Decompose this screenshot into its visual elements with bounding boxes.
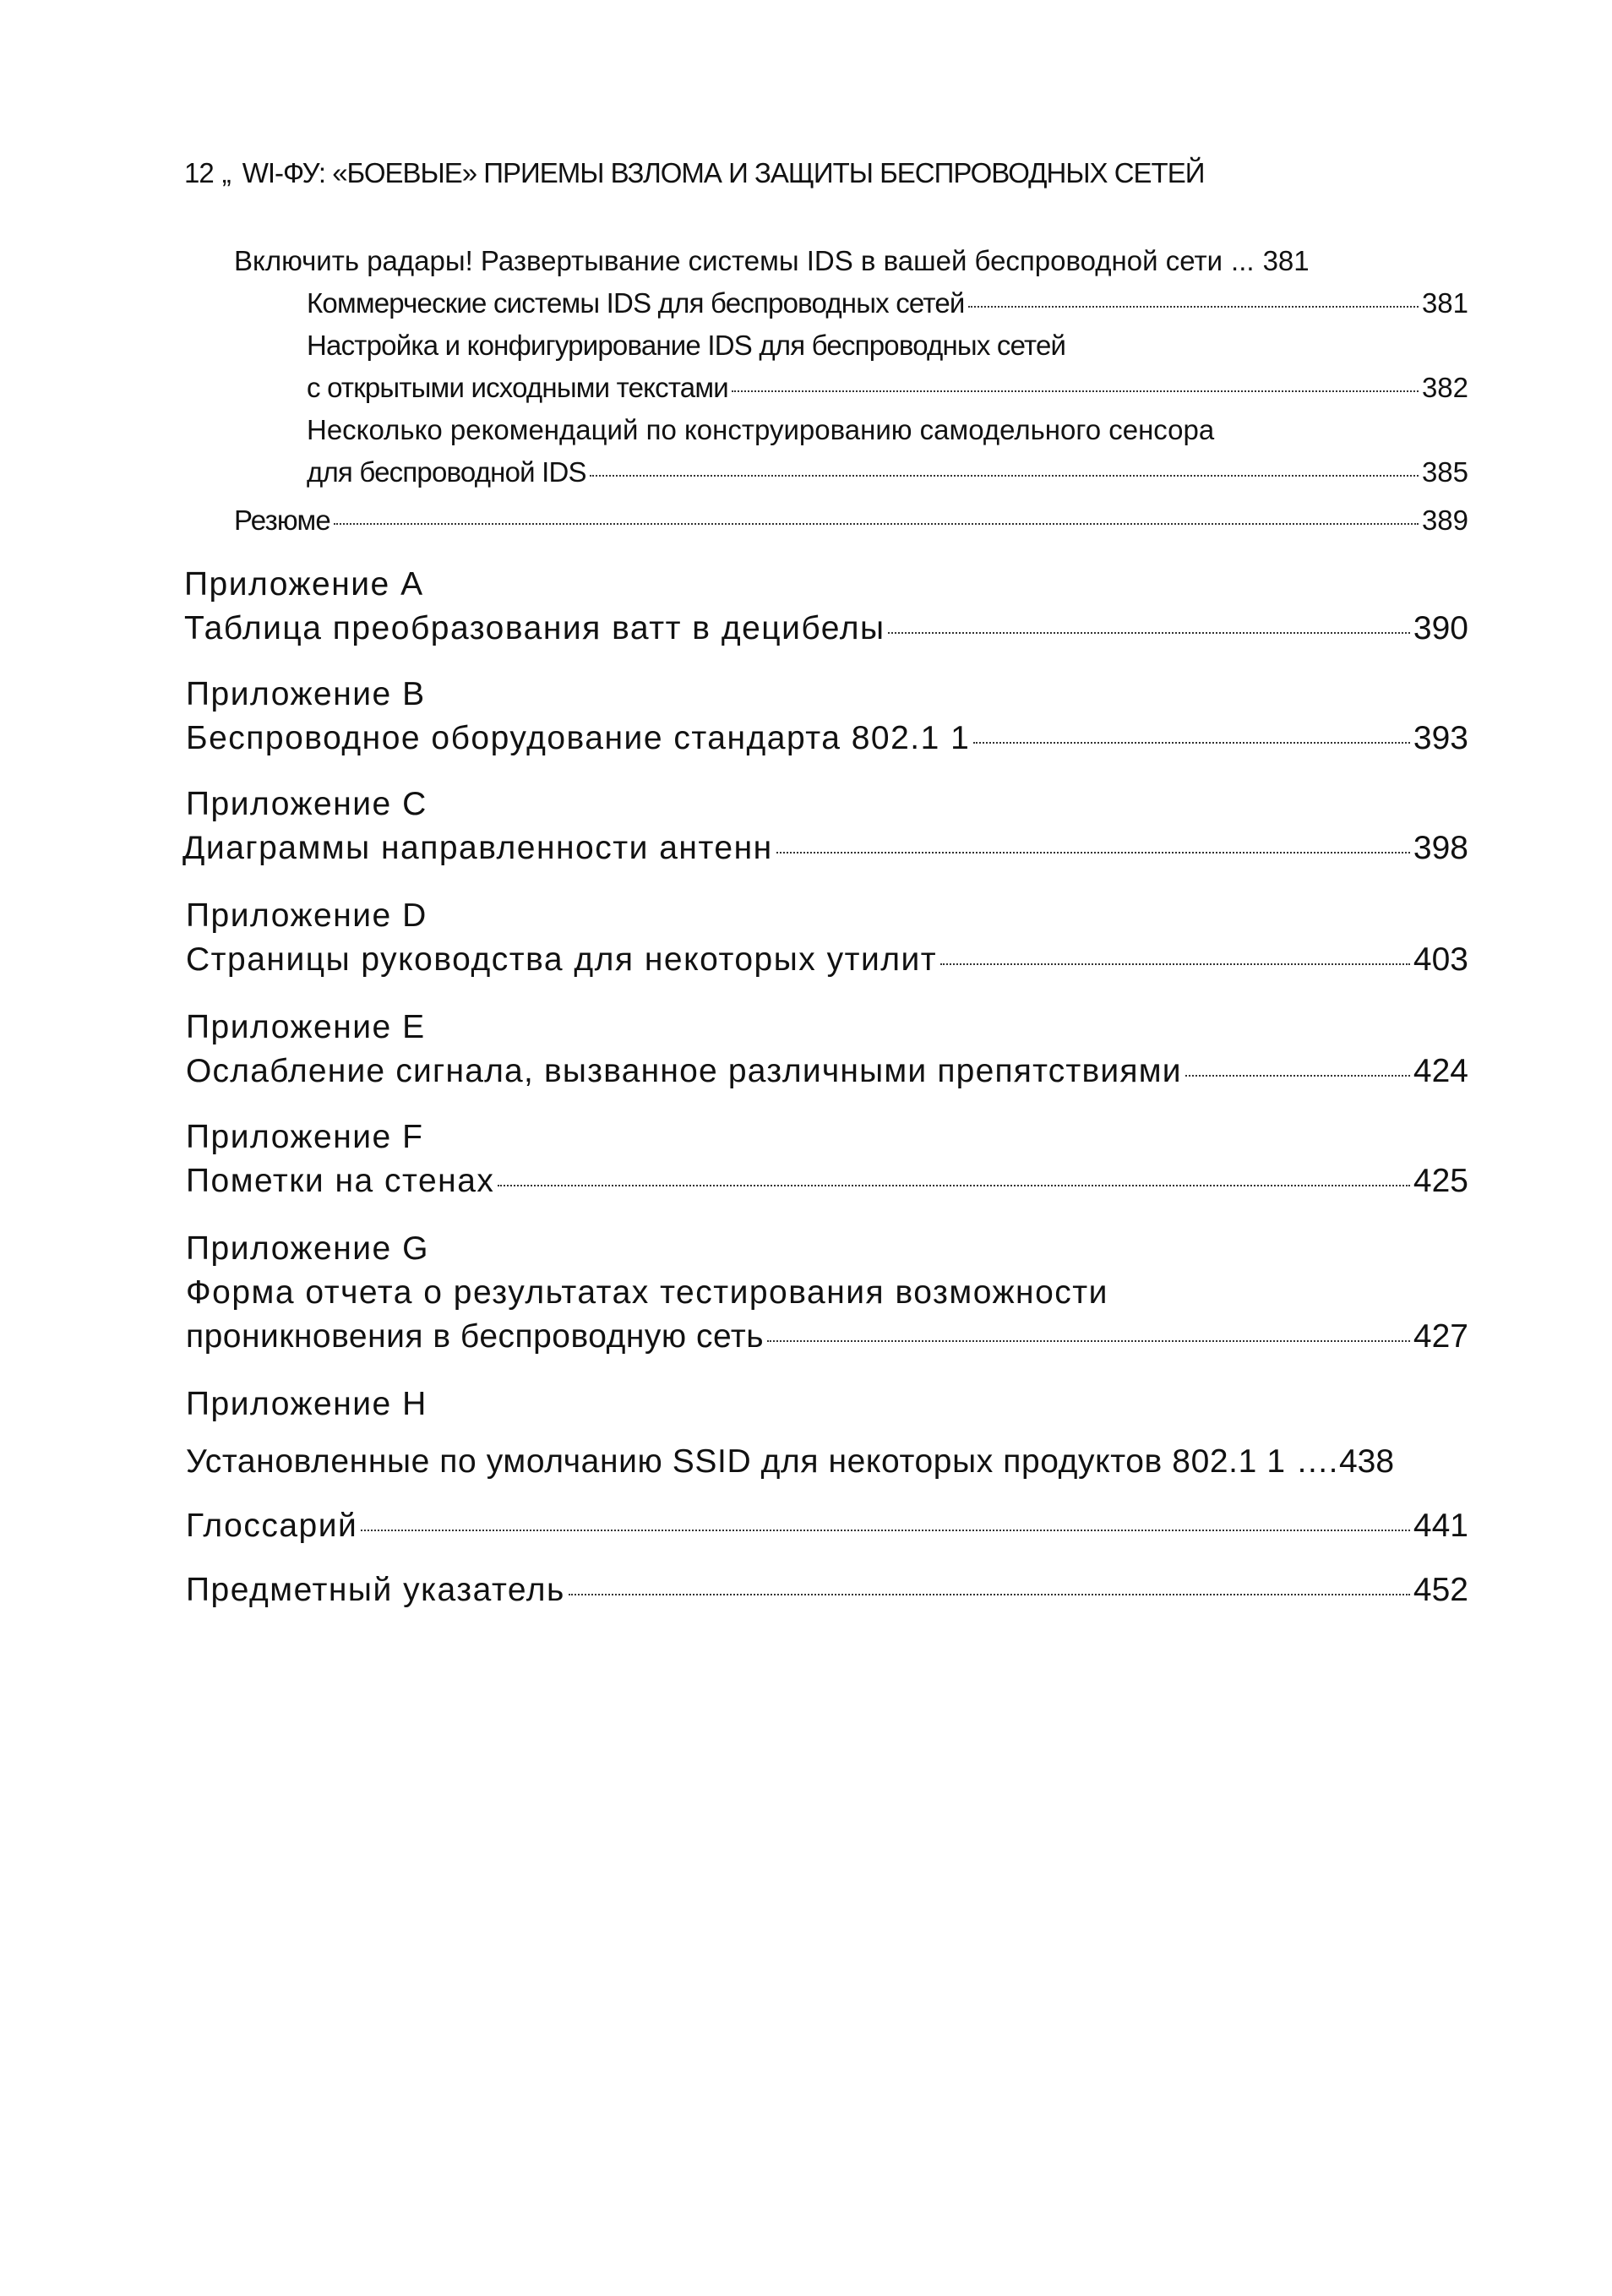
toc-entry-label: Пометки на стенах xyxy=(186,1163,495,1199)
toc-entry-label: Страницы руководства для некоторых утилит xyxy=(186,941,938,978)
toc-entry-commercial-ids[interactable] xyxy=(307,287,1468,319)
running-header xyxy=(184,157,1204,189)
toc-entry-page: 390 xyxy=(1413,610,1468,646)
dot-leader xyxy=(968,306,1419,308)
toc-entry-page: 403 xyxy=(1413,941,1468,978)
toc-entry-sensor[interactable] xyxy=(307,456,1468,488)
appendix-b-heading: Приложение В xyxy=(186,676,426,712)
appendix-g-title-line1: Форма отчета о результатах тестирования возможности xyxy=(186,1274,1108,1311)
dot-leader xyxy=(888,632,1409,634)
toc-entry-appendix-f[interactable] xyxy=(186,1163,1468,1200)
toc-entry-page: 385 xyxy=(1421,456,1468,488)
dot-leader xyxy=(590,475,1419,477)
toc-entry-appendix-g[interactable] xyxy=(186,1318,1468,1355)
appendix-h-heading: Приложение Н xyxy=(186,1386,428,1422)
toc-entry-label: Ослабление сигнала, вызванное различными препятствиями xyxy=(186,1053,1182,1089)
toc-entry-page: 427 xyxy=(1413,1318,1468,1355)
toc-entry-page: 393 xyxy=(1413,720,1468,756)
toc-entry-label: Включить радары! Развертывание системы IDS в вашей беспроводной сети xyxy=(234,245,1223,276)
toc-entry-label: Резюме xyxy=(234,504,330,536)
toc-entry-appendix-h[interactable] xyxy=(186,1443,1468,1481)
toc-entry-page: 452 xyxy=(1413,1572,1468,1608)
dot-leader xyxy=(361,1530,1410,1531)
toc-entry-label: Глоссарий xyxy=(186,1508,358,1544)
toc-entry-appendix-b[interactable] xyxy=(186,720,1468,757)
dot-leader xyxy=(973,742,1410,744)
toc-entry-glossary[interactable] xyxy=(186,1508,1468,1545)
toc-entry-dots: ... xyxy=(1231,245,1255,276)
dot-leader xyxy=(1185,1075,1410,1077)
toc-entry-page: 381 xyxy=(1421,287,1468,319)
toc-entry-summary[interactable] xyxy=(234,504,1468,537)
toc-entry-dots: .... xyxy=(1297,1443,1339,1480)
toc-entry-label: Диаграммы направленности антенн xyxy=(182,830,773,866)
toc-entry-label: Предметный указатель xyxy=(186,1572,565,1608)
toc-entry-sensor-line1: Несколько рекомендаций по конструированию самодельного сенсора xyxy=(307,414,1215,445)
dot-leader xyxy=(498,1185,1410,1186)
toc-entry-page: 438 xyxy=(1338,1443,1395,1480)
dot-leader xyxy=(776,852,1410,854)
book-title: WI-ФУ: «БОЕВЫЕ» ПРИЕМЫ ВЗЛОМА И ЗАЩИТЫ БЕСПРОВОДНЫХ СЕТЕЙ xyxy=(242,157,1205,188)
dot-leader xyxy=(569,1594,1410,1595)
appendix-d-heading: Приложение D xyxy=(186,897,428,934)
toc-entry-label: Коммерческие системы IDS для беспроводных сетей xyxy=(307,287,965,319)
toc-entry-label: для беспроводной IDS xyxy=(307,456,586,488)
toc-entry-page: 382 xyxy=(1421,372,1468,403)
dot-leader xyxy=(940,963,1410,965)
toc-entry-appendix-a[interactable] xyxy=(184,610,1468,647)
toc-entry-label: Таблица преобразования ватт в децибелы xyxy=(184,610,885,646)
toc-entry-page: 425 xyxy=(1413,1163,1468,1199)
toc-entry-opensource-line1: Настройка и конфигурирование IDS для беспроводных сетей xyxy=(307,330,1066,361)
appendix-e-heading: Приложение Е xyxy=(186,1009,426,1045)
toc-entry-appendix-e[interactable] xyxy=(186,1053,1468,1090)
toc-entry-opensource-ids[interactable] xyxy=(307,372,1468,404)
toc-entry-label: с открытыми исходными текстами xyxy=(307,372,728,403)
toc-entry-appendix-d[interactable] xyxy=(186,941,1468,979)
toc-entry-page: 398 xyxy=(1413,830,1468,866)
page-number: 12 xyxy=(184,157,214,188)
appendix-a-heading: Приложение А xyxy=(184,566,424,603)
toc-entry-label: проникновения в беспроводную сеть xyxy=(186,1318,765,1355)
toc-entry-label: Беспроводное оборудование стандарта 802.1 1 xyxy=(186,720,971,756)
toc-entry-page: 381 xyxy=(1262,245,1310,276)
appendix-f-heading: Приложение F xyxy=(186,1119,424,1155)
appendix-c-heading: Приложение С xyxy=(186,786,428,822)
toc-entry-index[interactable] xyxy=(186,1572,1468,1609)
toc-entry-label: Установленные по умолчанию SSID для некоторых продуктов 802.1 1 xyxy=(186,1443,1286,1480)
appendix-g-heading: Приложение G xyxy=(186,1230,429,1267)
dot-leader xyxy=(767,1340,1410,1342)
dot-leader xyxy=(732,390,1419,392)
toc-entry-appendix-c[interactable] xyxy=(182,830,1468,867)
toc-entry-page: 441 xyxy=(1413,1508,1468,1544)
header-separator: „ xyxy=(221,157,231,188)
toc-entry-page: 389 xyxy=(1421,504,1468,536)
toc-entry-radars[interactable] xyxy=(234,245,1468,277)
dot-leader xyxy=(334,523,1419,525)
toc-entry-page: 424 xyxy=(1413,1053,1468,1089)
